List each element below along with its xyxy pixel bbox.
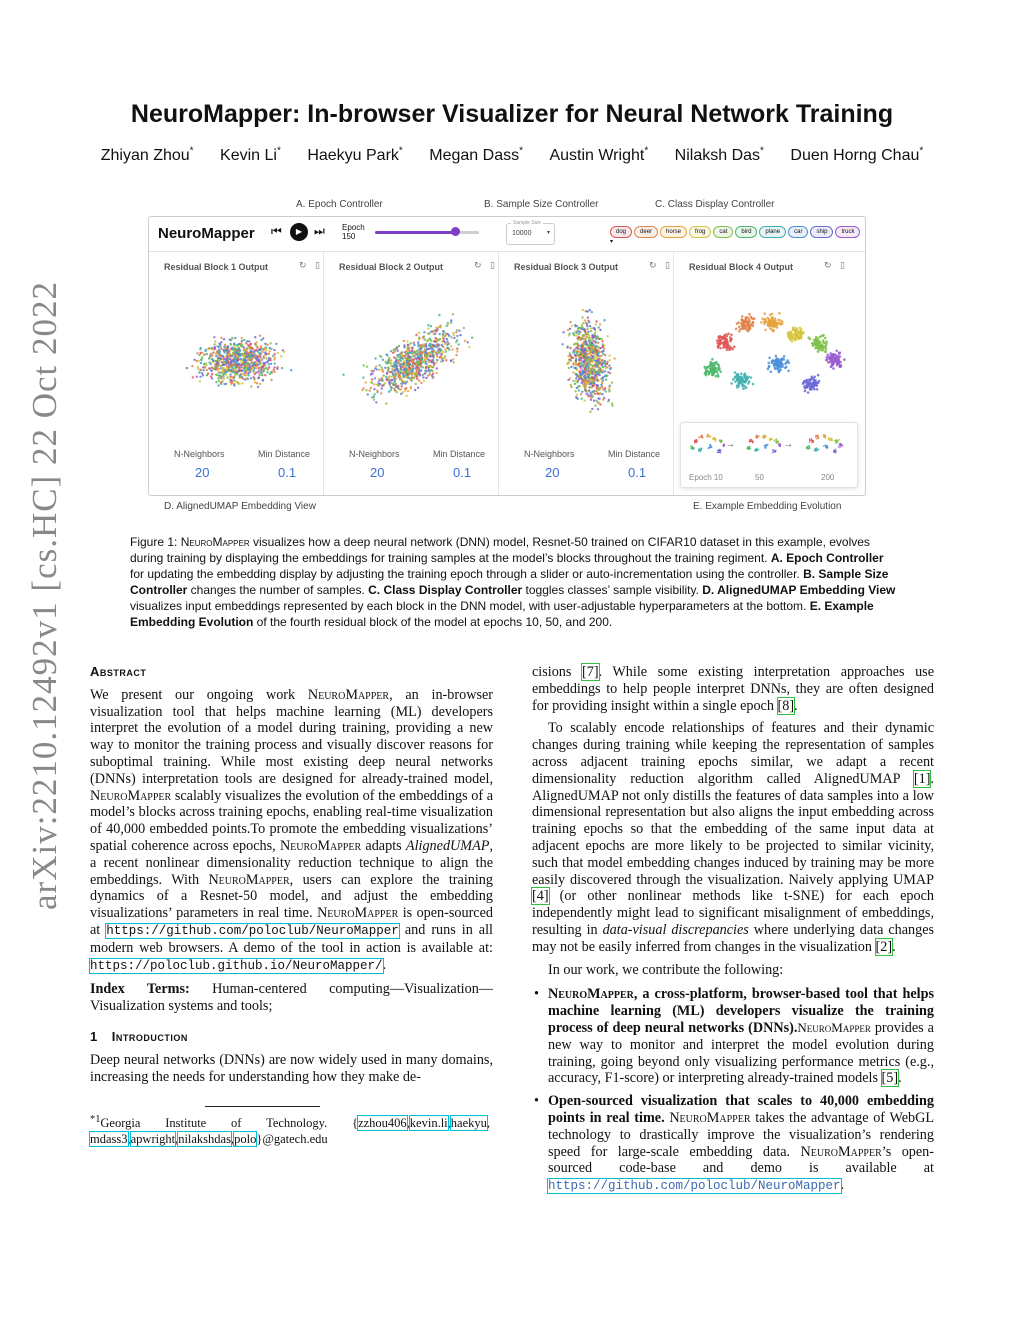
reset-icon[interactable]: ↻ — [824, 261, 832, 271]
email-link[interactable]: polo — [234, 1132, 257, 1147]
intro-heading: 1 Introduction — [90, 1028, 188, 1044]
embedding-scatter[interactable] — [159, 292, 319, 432]
embedding-panel — [149, 252, 324, 495]
email-link[interactable]: apwright — [130, 1132, 176, 1147]
min-distance-value[interactable]: 0.1 — [278, 465, 297, 480]
abstract-text: We present our ongoing work NeuroMapper, an in-browser visualization tool that helps machine learning (ML) developers interpret the evolution of a model during training, providing a new way to monitor the training process and visually discover reasons for suboptimal training. While most existing deep neural networks (DNNs) interpretation tools are designed for already-trained model, NeuroMapper scalably visualizes the evolution of the embeddings of a model’s blocks across training epochs, enabling real-time visualization of 40,000 embedded points.To promote the embedding visualizations’ spatial coherence across epochs, NeuroMapper adapts AlignedUMAP, a recent nonlinear dimensionality reduction technique to align the embeddings. With NeuroMapper, users can explore the training dynamics of a Resnet-50 model, and adjust the embedding visualizations’ parameters in real time. NeuroMapper is open-sourced at https://github.com/poloclub/NeuroMapper and runs in all modern web browsers. A demo of the tool in action is available at: https://poloclub.github.io/NeuroMapper/. — [90, 686, 493, 973]
sample-size-select[interactable]: Sample Size 10000 ▾ — [506, 223, 555, 245]
email-link[interactable]: zzhou406 — [358, 1116, 407, 1131]
index-terms: Index Terms: Human-centered computing—Visualization—Visualization systems and tools; — [90, 981, 493, 1015]
annotation-epoch-controller: A. Epoch Controller — [296, 199, 383, 210]
class-chip-deer[interactable]: deer — [634, 226, 658, 238]
footnote-rule — [205, 1106, 320, 1107]
app-toolbar — [149, 217, 865, 252]
n-neighbors-label: N-Neighbors — [174, 449, 225, 459]
figure-caption: Figure 1: NeuroMapper visualizes how a deep neural network (DNN) model, Resnet-50 trained on CIFAR10 dataset in this example, evolves during training by displaying the embeddings for training samples at the model’s blocks throughout the training regiment. A. Epoch Controller for updating the embedding display by adjusting the training epoch through a slider or auto-incrementation using the controller. B. Sample Size Controller changes the number of samples. C. Class Display Controller toggles classes’ sample visibility. D. AlignedUMAP Embedding View visualizes input embeddings represented by each block in the DNN model, with user-adjustable hyperparameters at the bottom. E. Example Embedding Evolution of the fourth residual block of the model at epochs 10, 50, and 200. — [130, 535, 896, 629]
citation-link[interactable]: [4] — [532, 888, 549, 905]
author-list — [0, 146, 1024, 165]
citation-link[interactable]: [5] — [881, 1070, 899, 1087]
arrow-right-icon: → — [785, 441, 792, 450]
n-neighbors-label: N-Neighbors — [524, 449, 575, 459]
reset-icon[interactable]: ↻ — [474, 261, 482, 271]
figure-screenshot — [148, 216, 866, 496]
min-distance-label: Min Distance — [608, 449, 661, 459]
class-chip-frog[interactable]: frog — [689, 226, 711, 238]
embedding-scatter[interactable] — [334, 292, 494, 432]
author: Nilaksh Das* — [674, 146, 764, 165]
email-link[interactable]: nilakshdas — [178, 1132, 231, 1147]
embedding-scatter[interactable] — [509, 292, 669, 432]
class-chip-truck[interactable]: truck — [835, 226, 860, 238]
n-neighbors-value[interactable]: 20 — [195, 465, 210, 480]
author: Duen Horng Chau* — [790, 146, 924, 165]
app-brand: NeuroMapper — [158, 225, 255, 242]
demo-link[interactable]: https://poloclub.github.io/NeuroMapper/ — [90, 958, 383, 973]
epoch-readout: Epoch 150 — [342, 223, 365, 241]
n-neighbors-value[interactable]: 20 — [370, 465, 385, 480]
play-button[interactable]: ▶ — [290, 223, 308, 241]
evolution-thumbnail — [801, 429, 847, 463]
epoch-slider-thumb[interactable] — [451, 227, 460, 236]
author: Megan Dass* — [429, 146, 523, 165]
author: Kevin Li* — [220, 146, 281, 165]
citation-link[interactable]: [2] — [875, 938, 893, 955]
class-chip-ship[interactable]: ship — [810, 226, 833, 238]
layout-icon[interactable]: ▯ — [840, 261, 845, 271]
left-column — [90, 664, 493, 1085]
author: Zhiyan Zhou* — [100, 146, 194, 165]
skip-back-icon[interactable]: ⏮ — [271, 224, 282, 238]
n-neighbors-value[interactable]: 20 — [545, 465, 560, 480]
author: Haekyu Park* — [307, 146, 403, 165]
min-distance-value[interactable]: 0.1 — [453, 465, 472, 480]
email-link[interactable]: mdass3 — [90, 1132, 128, 1147]
min-distance-label: Min Distance — [258, 449, 311, 459]
class-chip-list — [610, 226, 865, 245]
email-link[interactable]: haekyu — [450, 1116, 487, 1131]
epoch-slider-fill — [375, 231, 455, 234]
class-chip-car[interactable]: car — [788, 226, 808, 238]
intro-text: Deep neural networks (DNNs) are now widely used in many domains, increasing the needs for understanding how they make de- — [90, 1051, 493, 1085]
evolution-epoch-label: 200 — [821, 473, 835, 482]
min-distance-value[interactable]: 0.1 — [628, 465, 647, 480]
min-distance-label: Min Distance — [433, 449, 486, 459]
class-chip-horse[interactable]: horse — [660, 226, 687, 238]
embedding-panel — [499, 252, 674, 495]
chevron-down-icon[interactable]: ▾ — [610, 239, 614, 245]
footnote: $^{*1}$Georgia Institute of Technology. {zzhou406,kevin.li,haekyu, mdass3,apwright,nilakshdas,polo}@gatech.edu — [90, 1114, 490, 1147]
panel-title: Residual Block 1 Output — [164, 262, 269, 272]
annotation-embedding-view: D. AlignedUMAP Embedding View — [164, 501, 316, 512]
n-neighbors-label: N-Neighbors — [349, 449, 400, 459]
embedding-panel — [324, 252, 499, 495]
citation-link[interactable]: [7] — [582, 664, 599, 680]
citation-link[interactable]: [1] — [913, 770, 931, 787]
layout-icon[interactable]: ▯ — [490, 261, 495, 271]
annotation-embedding-evolution: E. Example Embedding Evolution — [693, 501, 842, 512]
embedding-evolution-inset — [680, 422, 858, 488]
abstract-heading: Abstract — [90, 664, 147, 679]
github-link[interactable]: https://github.com/poloclub/NeuroMapper — [548, 1179, 841, 1194]
layout-icon[interactable]: ▯ — [315, 261, 320, 271]
panel-title: Residual Block 2 Output — [339, 262, 444, 272]
class-chip-dog[interactable]: dog — [610, 226, 632, 238]
paragraph: In our work, we contribute the following: — [548, 961, 784, 978]
layout-icon[interactable]: ▯ — [665, 261, 670, 271]
annotation-sample-size-controller: B. Sample Size Controller — [484, 199, 599, 210]
evolution-thumbnail — [685, 429, 725, 463]
contribution-item: • Open-sourced visualization that scales to 40,000 embedding points in real time. NeuroMapper takes the advantage of WebGL technology to drastically improve the visualization’s rendering speed for large-scale embedding data. NeuroMapper’s open-sourced code-base and demo is available at https://github.com/poloclub/NeuroMapper. — [534, 1093, 935, 1194]
panel-title: Residual Block 4 Output — [689, 262, 794, 272]
reset-icon[interactable]: ↻ — [299, 261, 307, 271]
panel-title: Residual Block 3 Output — [514, 262, 619, 272]
annotation-class-display-controller: C. Class Display Controller — [655, 199, 775, 210]
github-link[interactable]: https://github.com/poloclub/NeuroMapper — [106, 923, 399, 938]
arrow-right-icon: → — [727, 441, 734, 450]
skip-forward-icon[interactable]: ⏭ — [314, 224, 325, 238]
right-column — [532, 664, 934, 1195]
citation-link[interactable]: [8] — [777, 697, 795, 714]
embedding-scatter[interactable] — [684, 292, 854, 432]
paper-title: NeuroMapper: In-browser Visualizer for Neural Network Training — [130, 100, 894, 128]
class-chip-cat[interactable]: cat — [713, 226, 733, 238]
email-link[interactable]: kevin.li — [409, 1116, 448, 1131]
contribution-item: • NeuroMapper, a cross-platform, browser-based tool that helps machine learning (ML) developers visualize the training process of deep neural networks (DNNs).NeuroMapper provides a new way to monitor and interpret the model evolution during training, going beyond only visualizing performance metrics (e.g., accuracy, F1-score) or interpreting already-trained models [5]. — [534, 986, 934, 1087]
reset-icon[interactable]: ↻ — [649, 261, 657, 271]
chevron-down-icon: ▾ — [546, 230, 550, 236]
paragraph: To scalably encode relationships of features and their dynamic changes during training while keeping the representation of samples across adjacent training epochs similar, we adapt a recent dimensionality reduction algorithm called AlignedUMAP [1]. AlignedUMAP not only distills the features of data samples into a low dimensional representation but also aligns the input embedding across training epochs so that the embedding of the same input data at adjacent epochs are more likely to be projected to similar vicinity, such that model embedding changes induced by training may be more easily discovered through the visualization. Naively applying UMAP [4] (or other nonlinear methods like t-SNE) for each epoch independently might lead to significant misalignment of embeddings, resulting in data-visual discrepancies where underlying data changes may not be easily inferred from changes in the visualization [2]. — [532, 720, 935, 955]
class-chip-bird[interactable]: bird — [735, 226, 757, 238]
evolution-thumbnail — [741, 429, 781, 463]
author: Austin Wright* — [549, 146, 649, 165]
paragraph: cisions [7]. While some existing interpretation approaches use embeddings to help people interpret DNNs, they are often designed for providing insight within a single epoch [8]. — [532, 664, 934, 714]
class-chip-plane[interactable]: plane — [759, 226, 786, 238]
evolution-epoch-label: 50 — [755, 473, 764, 482]
evolution-epoch-label: Epoch 10 — [689, 473, 723, 482]
arxiv-stamp: arXiv:2210.12492v1 [cs.HC] 22 Oct 2022 — [25, 280, 64, 910]
